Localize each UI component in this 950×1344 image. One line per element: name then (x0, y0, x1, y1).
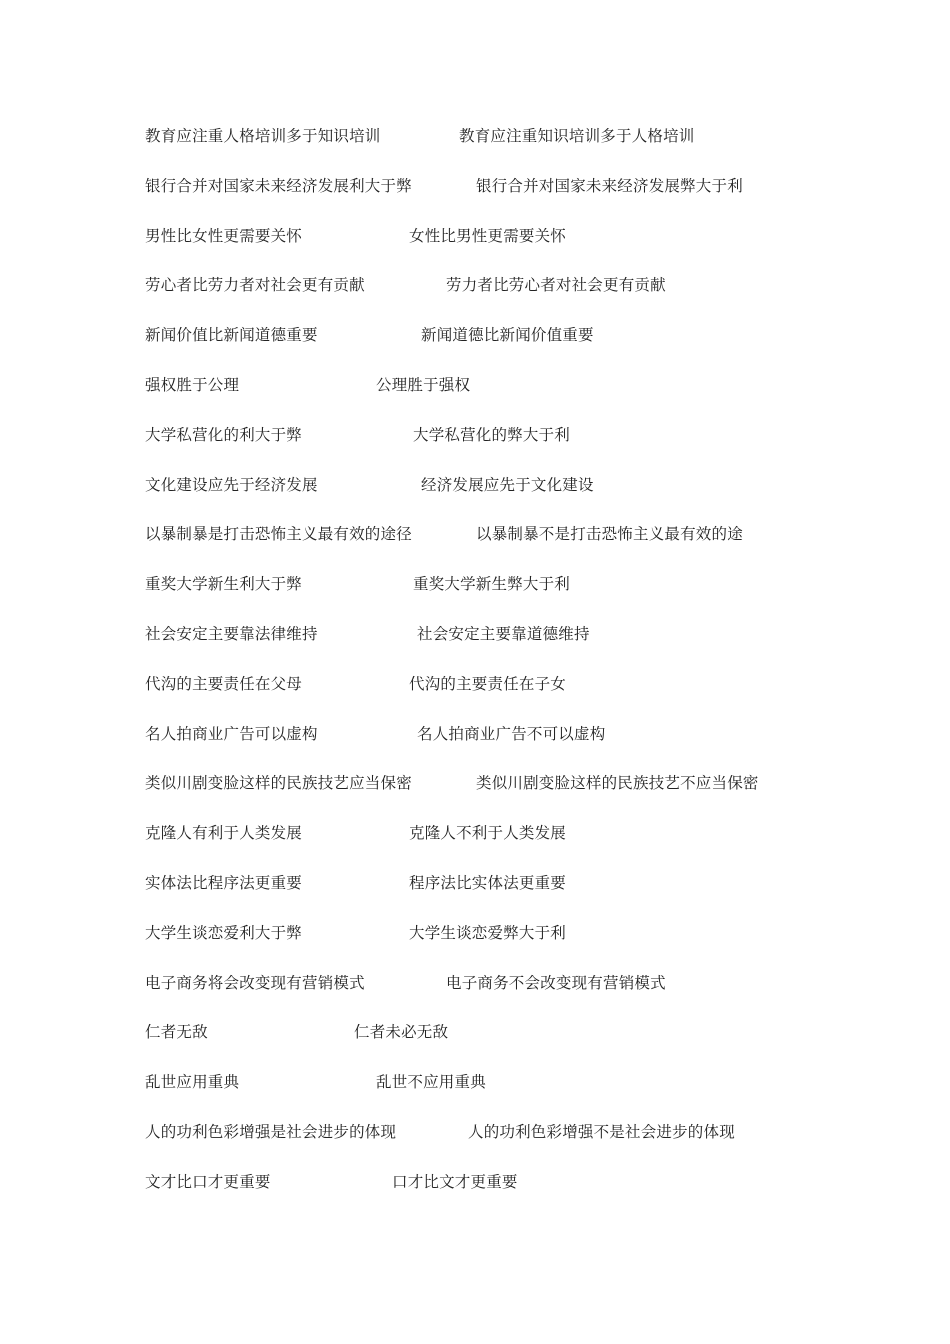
topic-row (145, 770, 925, 820)
topic-right: 代沟的主要责任在子女 (409, 674, 567, 693)
topic-row (145, 671, 925, 721)
topic-row (145, 173, 925, 223)
topic-right: 人的功利色彩增强不是社会进步的体现 (468, 1122, 735, 1141)
topic-right: 新闻道德比新闻价值重要 (421, 326, 594, 345)
topic-left: 劳心者比劳力者对社会更有贡献 (145, 276, 365, 295)
topic-right: 名人拍商业广告不可以虚构 (417, 724, 606, 743)
topic-right: 教育应注重知识培训多于人格培训 (459, 127, 695, 145)
topic-row (145, 721, 925, 771)
topic-row (145, 422, 925, 472)
topic-row (145, 322, 925, 372)
topic-left: 代沟的主要责任在父母 (145, 674, 303, 693)
topic-row (145, 1069, 925, 1119)
topic-row (145, 372, 925, 422)
topic-row (145, 223, 925, 273)
topic-row (145, 472, 925, 522)
debate-topic-list (145, 123, 925, 1219)
topic-right: 社会安定主要靠道德维持 (417, 624, 590, 643)
topic-row (145, 521, 925, 571)
topic-row (145, 1169, 925, 1219)
topic-right: 克隆人不利于人类发展 (409, 824, 567, 843)
topic-left: 重奖大学新生利大于弊 (145, 575, 303, 594)
topic-left: 社会安定主要靠法律维持 (145, 624, 318, 643)
topic-left: 新闻价值比新闻道德重要 (145, 326, 318, 345)
topic-left: 仁者无敌 (145, 1023, 208, 1042)
topic-row (145, 970, 925, 1020)
topic-row (145, 571, 925, 621)
topic-left: 克隆人有利于人类发展 (145, 824, 303, 843)
topic-left: 名人拍商业广告可以虚构 (145, 724, 318, 743)
topic-row (145, 820, 925, 870)
topic-row (145, 1019, 925, 1069)
topic-right: 重奖大学新生弊大于利 (413, 575, 571, 594)
topic-left: 强权胜于公理 (145, 375, 240, 394)
topic-left: 以暴制暴是打击恐怖主义最有效的途径 (145, 525, 412, 544)
topic-left: 教育应注重人格培训多于知识培训 (145, 127, 381, 145)
topic-right: 电子商务不会改变现有营销模式 (446, 973, 666, 992)
topic-right: 大学私营化的弊大于利 (413, 425, 571, 444)
topic-row (145, 870, 925, 920)
topic-right: 仁者未必无敌 (354, 1023, 449, 1042)
topic-left: 大学私营化的利大于弊 (145, 425, 303, 444)
topic-right: 大学生谈恋爱弊大于利 (409, 923, 567, 942)
topic-left: 文才比口才更重要 (145, 1172, 271, 1191)
topic-left: 文化建设应先于经济发展 (145, 475, 318, 494)
topic-left: 乱世应用重典 (145, 1073, 240, 1092)
topic-right: 经济发展应先于文化建设 (421, 475, 594, 494)
topic-row (145, 1119, 925, 1169)
topic-row (145, 272, 925, 322)
topic-right: 乱世不应用重典 (376, 1073, 486, 1092)
topic-right: 劳力者比劳心者对社会更有贡献 (446, 276, 666, 295)
topic-right: 银行合并对国家未来经济发展弊大于利 (476, 176, 743, 195)
topic-left: 人的功利色彩增强是社会进步的体现 (145, 1122, 397, 1141)
topic-left: 类似川剧变脸这样的民族技艺应当保密 (145, 774, 412, 793)
topic-row (145, 621, 925, 671)
topic-left: 银行合并对国家未来经济发展利大于弊 (145, 176, 412, 195)
topic-left: 男性比女性更需要关怀 (145, 226, 303, 245)
topic-right: 程序法比实体法更重要 (409, 873, 567, 892)
topic-row (145, 123, 925, 173)
topic-left: 大学生谈恋爱利大于弊 (145, 923, 303, 942)
topic-right: 以暴制暴不是打击恐怖主义最有效的途 (476, 525, 743, 544)
topic-left: 实体法比程序法更重要 (145, 873, 303, 892)
topic-right: 类似川剧变脸这样的民族技艺不应当保密 (476, 774, 759, 793)
topic-right: 女性比男性更需要关怀 (409, 226, 567, 245)
topic-right: 公理胜于强权 (376, 375, 471, 394)
topic-left: 电子商务将会改变现有营销模式 (145, 973, 365, 992)
topic-right: 口才比文才更重要 (392, 1172, 518, 1191)
topic-row (145, 920, 925, 970)
